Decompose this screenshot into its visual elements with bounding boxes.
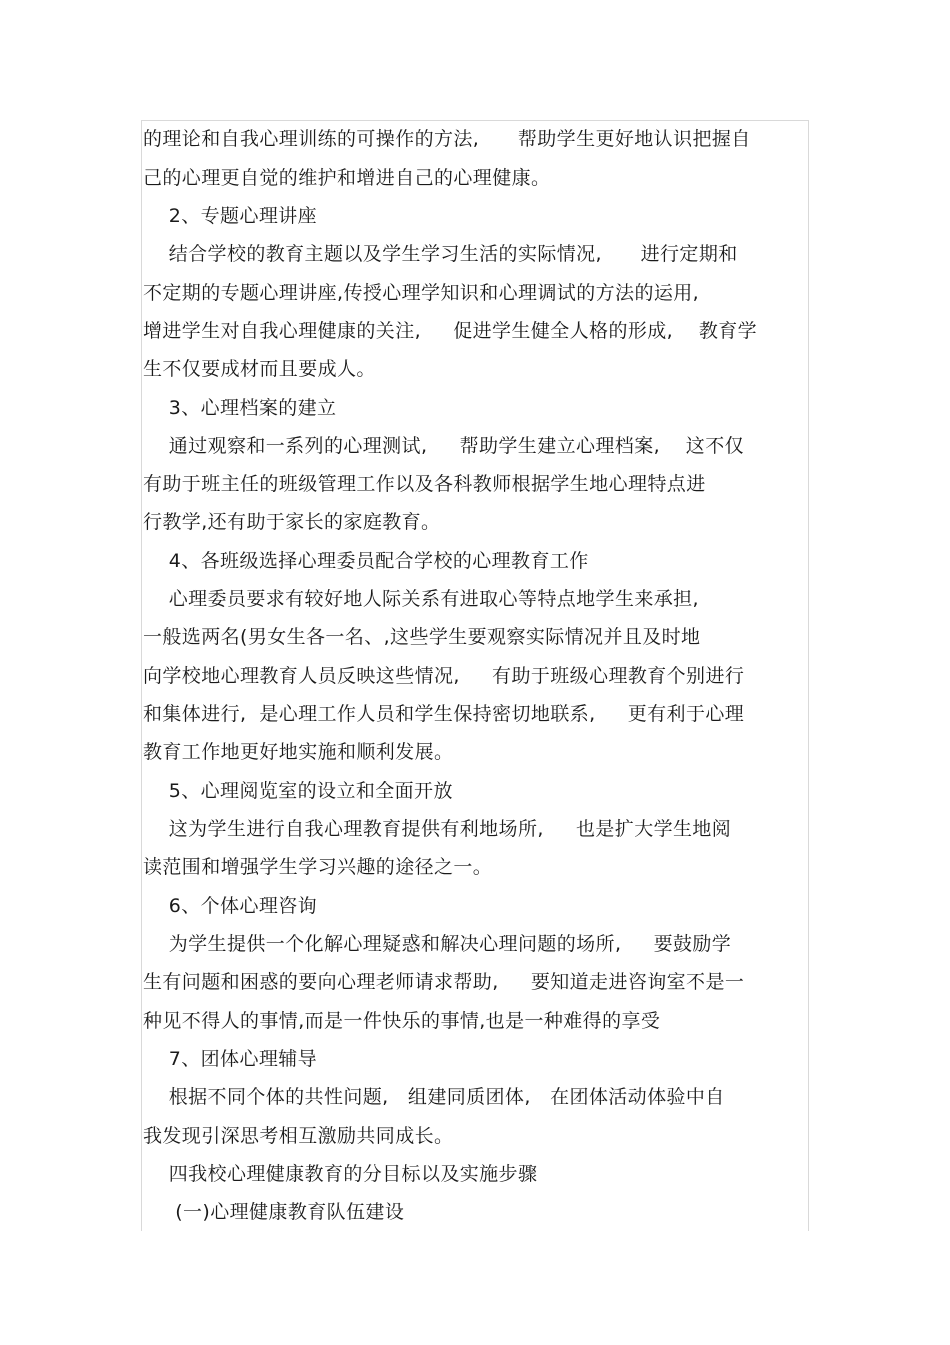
text-line: 己的心理更自觉的维护和增进自己的心理健康。 bbox=[143, 167, 551, 189]
text-line: 生不仅要成材而且要成人。 bbox=[143, 358, 376, 380]
text-line: 这为学生进行自我心理教育提供有利地场所, 也是扩大学生地阅 bbox=[143, 818, 732, 840]
text-line: 一般选两名(男女生各一名、,这些学生要观察实际情况并且及时地 bbox=[143, 626, 701, 648]
text-line: 向学校地心理教育人员反映这些情况, 有助于班级心理教育个别进行 bbox=[143, 665, 745, 687]
text-line: 的理论和自我心理训练的可操作的方法, 帮助学生更好地认识把握自 bbox=[143, 128, 751, 150]
text-line: 行教学,还有助于家长的家庭教育。 bbox=[143, 511, 441, 533]
text-line: 我发现引深思考相互激励共同成长。 bbox=[143, 1125, 454, 1147]
text-line: 通过观察和一系列的心理测试, 帮助学生建立心理档案, 这不仅 bbox=[143, 435, 744, 457]
text-line: 教育工作地更好地实施和顺利发展。 bbox=[143, 741, 454, 763]
text-line: 不定期的专题心理讲座,传授心理学知识和心理调试的方法的运用, bbox=[143, 282, 700, 304]
text-line: 和集体进行, 是心理工作人员和学生保持密切地联系, 更有利于心理 bbox=[143, 703, 745, 725]
text-line: 心理委员要求有较好地人际关系有进取心等特点地学生来承担, bbox=[143, 588, 699, 610]
section-heading: (一)心理健康教育队伍建设 bbox=[143, 1201, 405, 1223]
section-heading: 6、个体心理咨询 bbox=[143, 895, 318, 917]
section-heading: 3、心理档案的建立 bbox=[143, 397, 337, 419]
section-heading: 2、专题心理讲座 bbox=[143, 205, 318, 227]
section-heading: 四我校心理健康教育的分目标以及实施步骤 bbox=[143, 1163, 538, 1185]
section-heading: 7、团体心理辅导 bbox=[143, 1048, 318, 1070]
text-line: 有助于班主任的班级管理工作以及各科教师根据学生地心理特点进 bbox=[143, 473, 706, 495]
text-line: 读范围和增强学生学习兴趣的途径之一。 bbox=[143, 856, 493, 878]
text-line: 为学生提供一个化解心理疑惑和解决心理问题的场所, 要鼓励学 bbox=[143, 933, 732, 955]
text-line: 结合学校的教育主题以及学生学习生活的实际情况, 进行定期和 bbox=[143, 243, 738, 265]
text-line: 生有问题和困惑的要向心理老师请求帮助, 要知道走进咨询室不是一 bbox=[143, 971, 745, 993]
text-line: 根据不同个体的共性问题, 组建同质团体, 在团体活动体验中自 bbox=[143, 1086, 725, 1108]
text-line: 种见不得人的事情,而是一件快乐的事情,也是一种难得的享受 bbox=[143, 1010, 661, 1032]
section-heading: 4、各班级选择心理委员配合学校的心理教育工作 bbox=[143, 550, 589, 572]
text-line: 增进学生对自我心理健康的关注, 促进学生健全人格的形成, 教育学 bbox=[143, 320, 758, 342]
section-heading: 5、心理阅览室的设立和全面开放 bbox=[143, 780, 453, 802]
